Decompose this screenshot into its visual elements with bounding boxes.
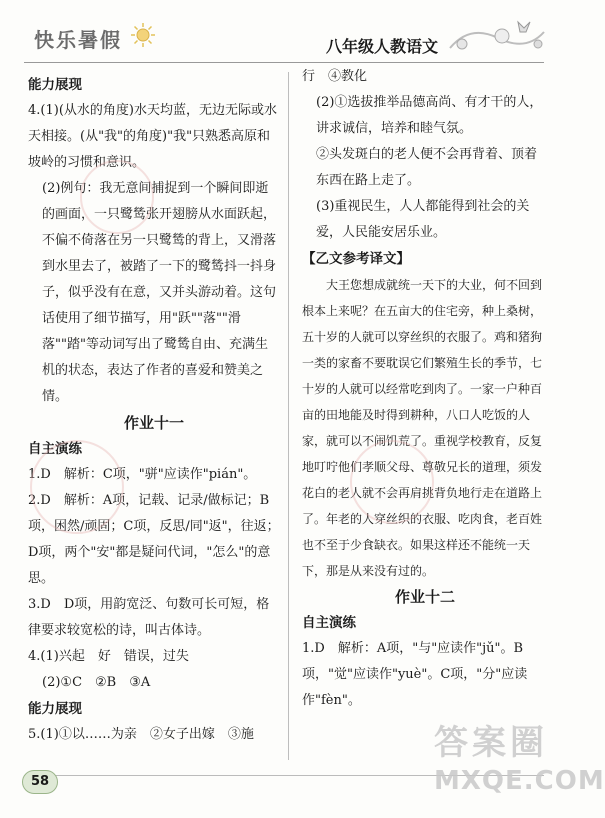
section-heading: 能力展现 <box>28 701 82 717</box>
answer-continued: 行 ④教化 <box>302 69 368 84</box>
page-number: 58 <box>22 770 58 794</box>
answer-continued: (2)①选拔推举品德高尚、有才干的人，讲求诚信，培养和睦气氛。 <box>316 95 543 136</box>
watermark-url: MXQE.COM <box>434 766 605 796</box>
answer-q1: 1.D 解析：A项，"与"应读作"jǔ"。B项，"觉"应读作"yuè"。C项，"分"应读作"fèn"。 <box>302 641 528 708</box>
answer-continued: (3)重视民生，人人都能得到社会的关爱，人民能安居乐业。 <box>316 199 530 240</box>
header-divider <box>24 62 544 63</box>
faint-stamp <box>350 440 434 524</box>
answer-q4-a: 4.(1)兴起 好 错误，过失 <box>28 649 189 664</box>
faint-stamp <box>80 160 154 234</box>
section-heading: 自主演练 <box>28 441 82 457</box>
answer-q2: 2.D 解析：A项，记载、记录/做标记；B项，困然/顽固；C项，反思/同"返"，往返；D项，两个"安"都是疑问代词，"怎么"的意思。 <box>28 493 280 586</box>
answer-continued: ②头发斑白的老人便不会再背着、顶着东西在路上走了。 <box>316 147 538 188</box>
answer-q4-b: (2)①C ②B ③A <box>42 675 151 690</box>
answer-q5-1: 5.(1)①以……为亲 ②女子出嫁 ③施 <box>28 727 254 742</box>
decoration-illustration-icon <box>440 14 550 58</box>
section-heading: 能力展现 <box>28 77 82 93</box>
left-column <box>28 72 280 748</box>
faint-stamp <box>30 440 124 534</box>
grade-title: 八年级人教语文 <box>326 37 439 56</box>
answer-q4-1: 4.(1)(从水的角度)水天均蓝，无边无际或水天相接。(从"我"的角度)"我"只熟悉高原和坡岭的习惯和意识。 <box>28 103 277 170</box>
sun-icon <box>130 22 156 48</box>
homework-title: 作业十二 <box>394 588 455 606</box>
column-divider <box>288 72 289 760</box>
answer-q3: 3.D D项，用韵宽泛、句数可长可短，格律要求较宽松的诗，叫古体诗。 <box>28 597 270 638</box>
translation-heading: 【乙文参考译文】 <box>302 251 410 267</box>
homework-title: 作业十一 <box>123 414 184 432</box>
translation-text: 大王您想成就统一天下的大业，何不回到根本上来呢？在五亩大的住宅旁，种上桑树，五十岁的人就可以穿丝织的衣服了。鸡和猪狗一类的家畜不要耽误它们繁殖生长的季节，七十岁的人就可以经常吃到肉了。一家一户种百亩的田地能及时得到耕种，八口人吃饭的人家，就可以不闹饥荒了。重视学校教育，反复地叮咛他们孝顺父母、尊敬兄长的道理，须发花白的老人就不会再肩挑背负地行走在道路上了。年老的人穿丝织的衣服、吃肉食，老百姓也不至于少食缺衣。如果这样还不能统一天下，那是从来没有过的。 <box>302 278 543 578</box>
watermark-logo <box>434 723 605 814</box>
watermark-text: 答案圈 <box>434 723 548 763</box>
answer-q4-2: (2)例句：我无意间捕捉到一个瞬间即逝的画面，一只鹭鸶张开翅膀从水面跃起，不偏不倚落在另一只鹭鸶的背上，又滑落到水里去了，被踏了一下的鹭鸶抖一抖身子，似乎没有在意，又并头游动着。这句话使用了细节描写，用"跃""落""滑落""踏"等动词写出了鹭鸶自由、充满生机的状态，表达了作者的喜爱和赞美之情。 <box>42 181 277 404</box>
answer-q1: 1.D 解析：C项，"骈"应读作"pián"。 <box>28 467 257 482</box>
section-heading: 自主演练 <box>302 615 356 631</box>
brand-title: 快乐暑假 <box>34 28 122 52</box>
right-column <box>302 64 548 714</box>
page-header <box>0 0 565 62</box>
